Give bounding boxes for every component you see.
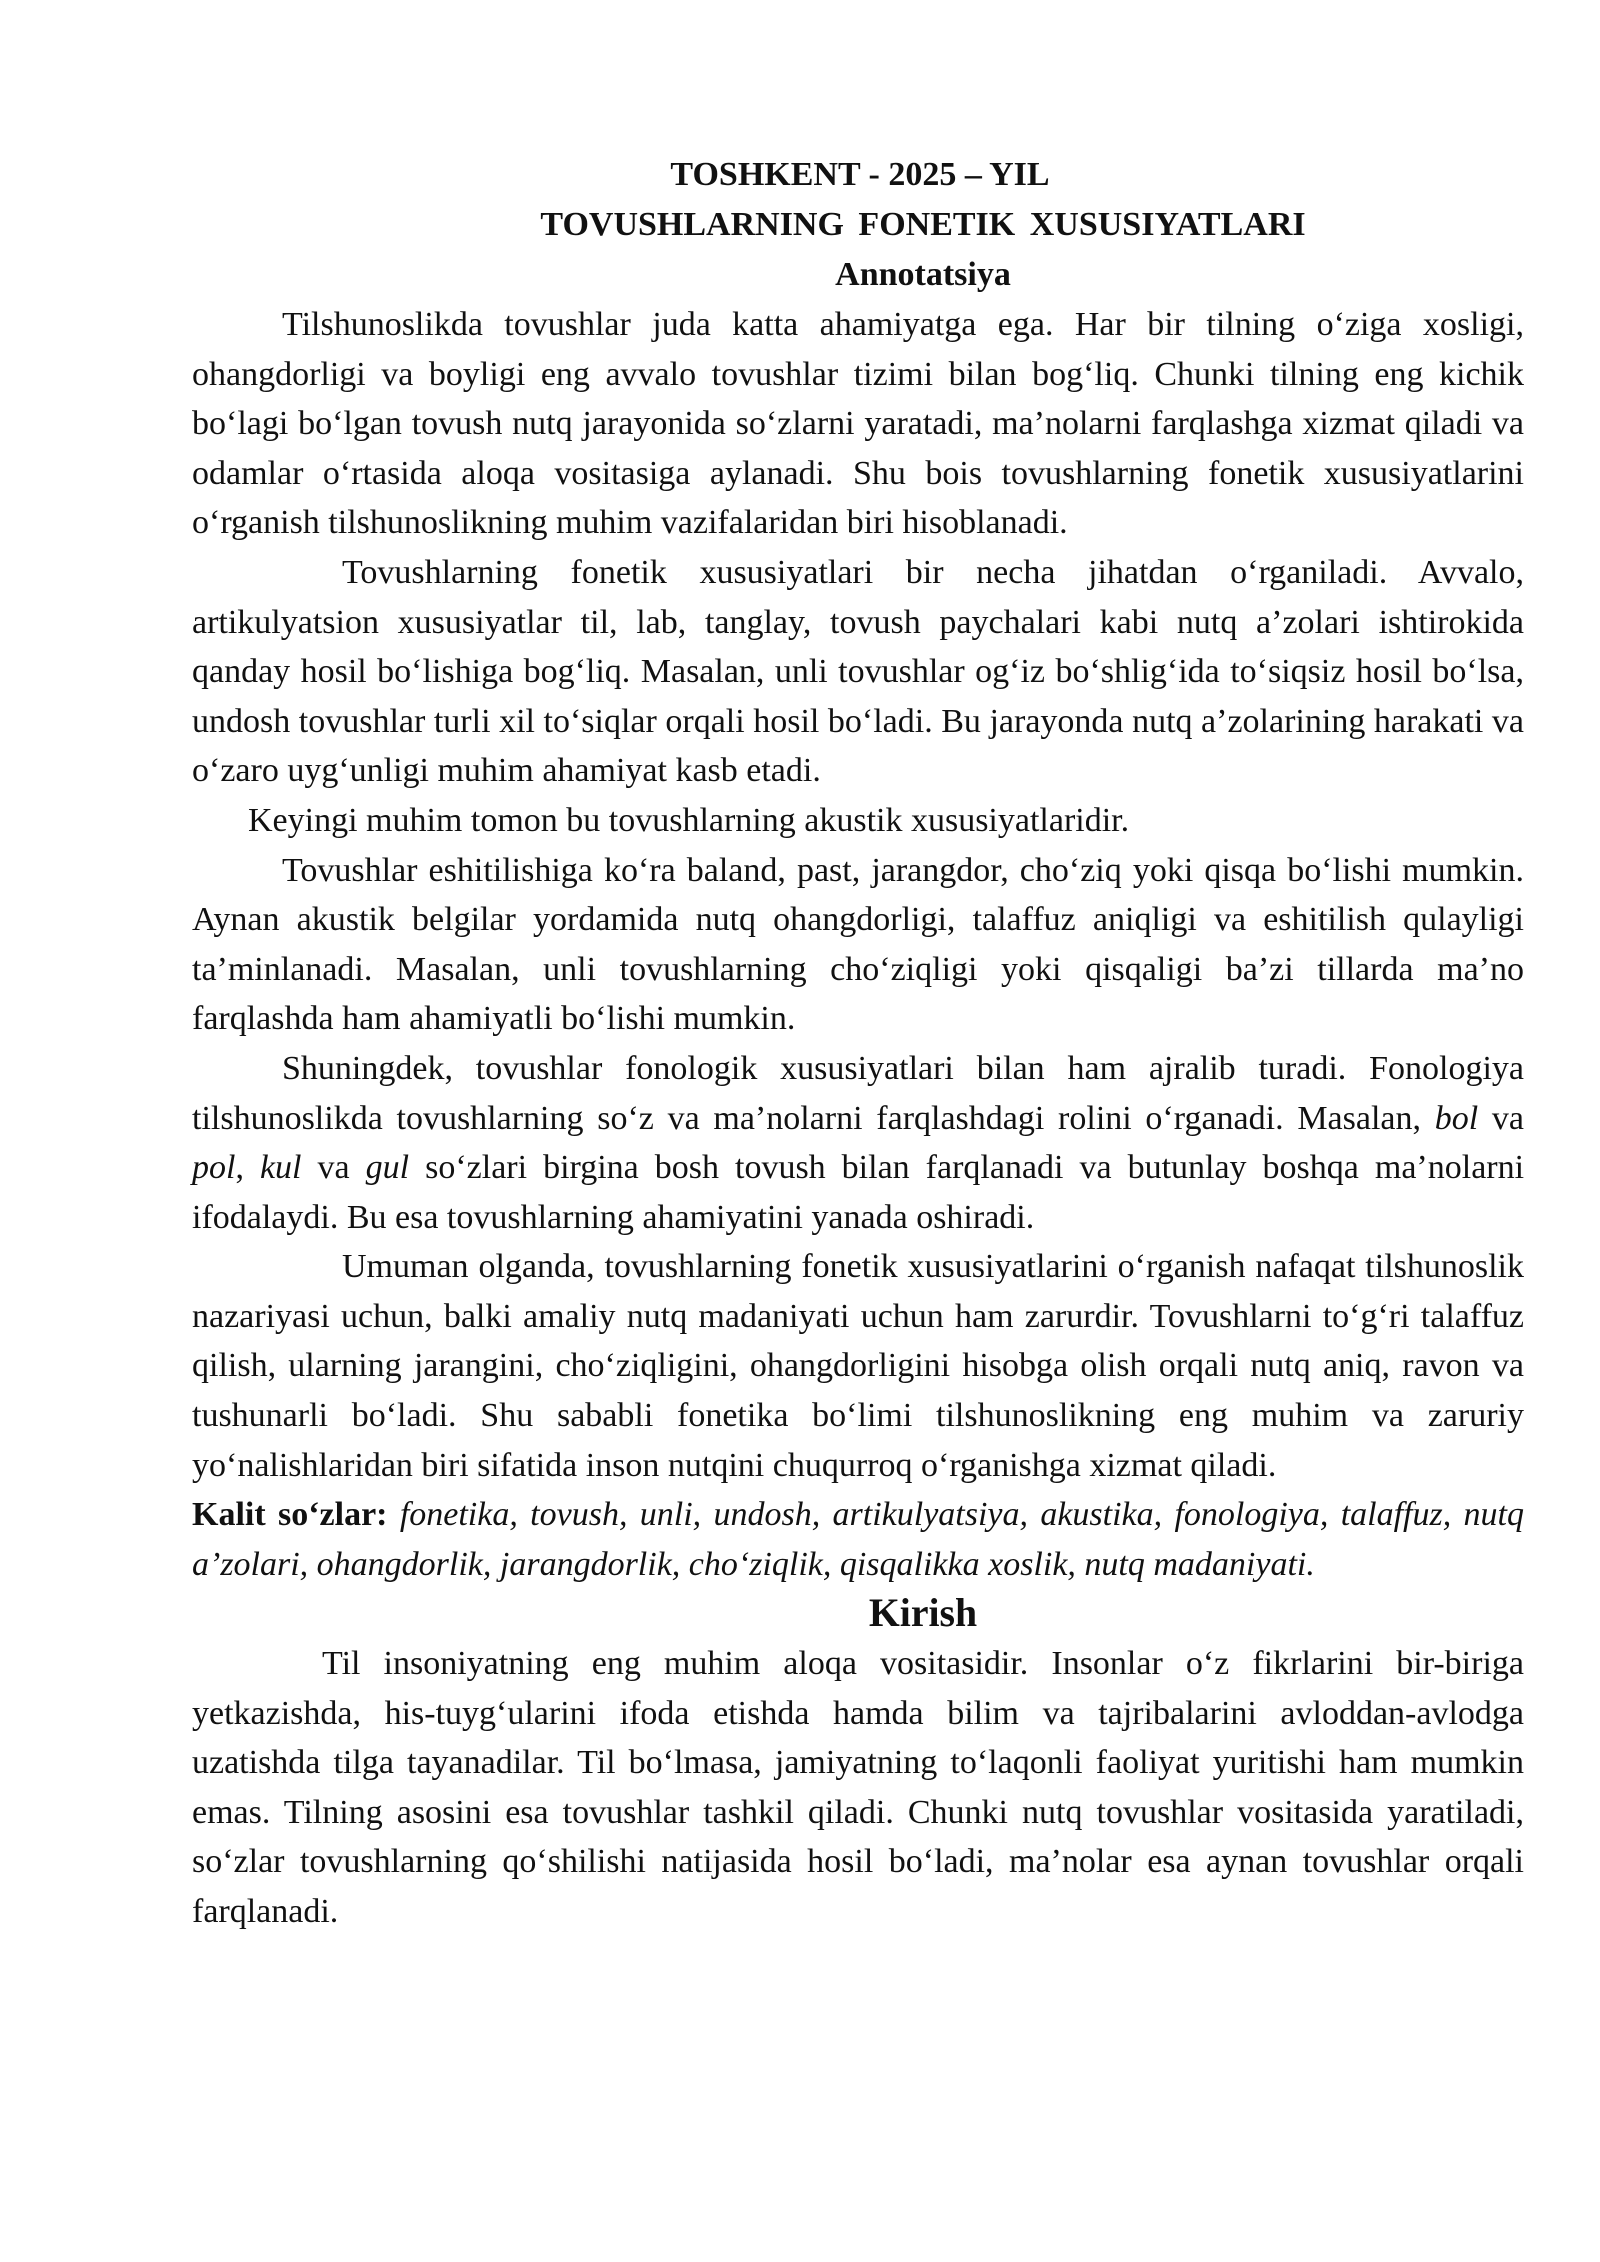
conjunction-va-2: va (317, 1149, 350, 1187)
example-word-kul: kul (259, 1149, 302, 1187)
annotation-paragraph-3: Keyingi muhim tomon bu tovushlarning akustik xususiyatlaridir. (248, 801, 1130, 839)
annotation-paragraph-1: Tilshunoslikda tovushlar juda katta ahamiyatga ega. Har bir tilning o‘ziga xosligi, ohangdorligi va boyligi eng avvalo tovushlar tizimi bilan bog‘liq. Chunki tilning eng kichik bo‘lagi bo‘lgan tovush nutq jarayonida so‘zlarni yaratadi, ma’nolarni farqlashga xizmat qiladi va odamlar o‘rtasida aloqa vositasiga aylanadi. Shu bois tovushlarning fonetik xususiyatlarini o‘rganish tilshunoslikning muhim vazifalaridan biri hisoblanadi. (192, 306, 1524, 542)
example-word-pol: pol (192, 1149, 236, 1187)
keywords-paragraph (192, 1490, 1524, 1589)
city-year-heading: TOSHKENT - 2025 – YIL (670, 156, 1050, 193)
paragraph-5-rest: so‘zlari birgina bosh tovush bilan farqlanadi va butunlay boshqa ma’nolarni ifodalaydi. Bu esa tovushlarning ahamiyatini yanada oshiradi. (192, 1149, 1525, 1236)
paragraph-5-intro: Shuningdek, tovushlar fonologik xususiyatlari bilan ham ajralib turadi. Fonologiya tilshunoslikda tovushlarning so‘z va ma’nolarni farqlashdagi rolini o‘rganadi. Masalan, (192, 1049, 1524, 1137)
document-title: TOVUSHLARNING FONETIK XUSUSIYATLARI (540, 206, 1306, 243)
annotation-paragraph-4: Tovushlar eshitilishiga ko‘ra baland, past, jarangdor, cho‘ziq yoki qisqa bo‘lishi mumkin. Aynan akustik belgilar yordamida nutq ohangdorligi, talaffuz aniqligi va eshitilish qulayligi ta’minlanadi. Masalan, unli tovushlarning cho‘ziqligi yoki qisqaligi ba’zi tillarda ma’no farqlashda ham ahamiyatli bo‘lishi mumkin. (192, 851, 1524, 1038)
example-word-bol: bol (1434, 1099, 1479, 1137)
keywords-label: Kalit so‘zlar: (192, 1496, 388, 1534)
keywords-list: fonetika, tovush, unli, undosh, artikulyatsiya, akustika, fonologiya, talaffuz, nutq a’zolari, ohangdorlik, jarangdorlik, cho‘ziqlik, qisqalikka xoslik, nutq madaniyati. (192, 1496, 1525, 1583)
conjunction-va-1: va (1491, 1099, 1525, 1137)
document-page (192, 150, 1524, 1937)
intro-heading: Kirish (868, 1591, 978, 1636)
annotation-heading: Annotatsiya (835, 256, 1011, 293)
intro-paragraph-1: Til insoniyatning eng muhim aloqa vositasidir. Insonlar o‘z fikrlarini bir-biriga yetkazishda, his-tuyg‘ularini ifoda etishda hamda bilim va tajribalarini avloddan-avlodga uzatishda tilga tayanadilar. Til bo‘lmasa, jamiyatning to‘laqonli faoliyat yuritishi ham mumkin emas. Tilning asosini esa tovushlar tashkil qiladi. Chunki nutq tovushlar vositasida yaratiladi, so‘zlar tovushlarning qo‘shilishi natijasida hosil bo‘ladi, ma’nolar esa aynan tovushlar orqali farqlanadi. (192, 1645, 1524, 1930)
annotation-paragraph-5: Shuningdek, tovushlar fonologik xususiyatlari bilan ham ajralib turadi. Fonologiya tilshunoslikda tovushlarning so‘z va ma’nolarni farqlashdagi rolini o‘rganadi. Masalan, bol va pol, kul va gul so‘zlari birgina bosh tovush bilan farqlanadi va butunlay boshqa ma’nolarni ifodalaydi. Bu esa tovushlarning ahamiyatini yanada oshiradi. (192, 1049, 1525, 1236)
annotation-paragraph-6: Umuman olganda, tovushlarning fonetik xususiyatlarini o‘rganish nafaqat tilshunoslik nazariyasi uchun, balki amaliy nutq madaniyati uchun ham zarurdir. Tovushlarni to‘g‘ri talaffuz qilish, ularning jarangini, cho‘ziqligini, ohangdorligini hisobga olish orqali nutq aniq, ravon va tushunarli bo‘ladi. Shu sababli fonetika bo‘limi tilshunoslikning eng muhim va zaruriy yo‘nalishlaridan biri sifatida inson nutqini chuqurroq o‘rganishga xizmat qiladi. (192, 1248, 1524, 1484)
example-word-gul: gul (365, 1149, 410, 1187)
annotation-paragraph-2: Tovushlarning fonetik xususiyatlari bir necha jihatdan o‘rganiladi. Avvalo, artikulyatsion xususiyatlar til, lab, tanglay, tovush paychalari kabi nutq a’zolari ishtirokida qanday hosil bo‘lishiga bog‘liq. Masalan, unli tovushlar og‘iz bo‘shlig‘ida to‘siqsiz hosil bo‘lsa, undosh tovushlar turli xil to‘siqlar orqali hosil bo‘ladi. Bu jarayonda nutq a’zolarining harakati va o‘zaro uyg‘unligi muhim ahamiyat kasb etadi. (192, 553, 1524, 790)
